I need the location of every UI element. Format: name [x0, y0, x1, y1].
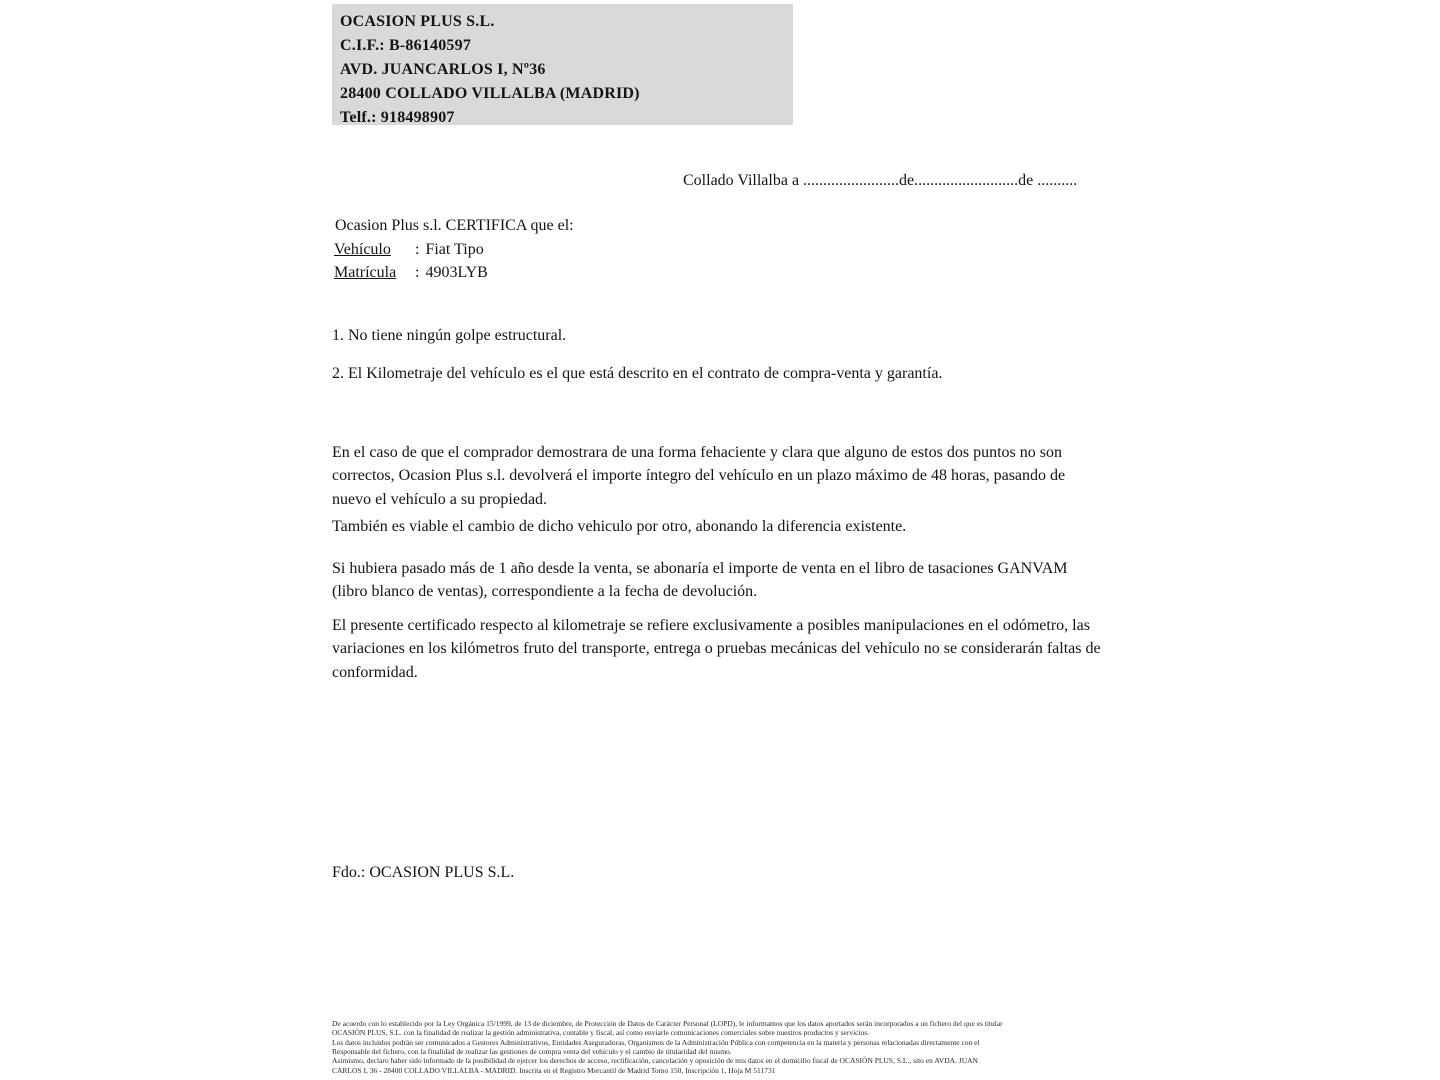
vehicle-label: Vehículo: [334, 241, 391, 258]
company-address: AVD. JUANCARLOS I, Nº36: [340, 61, 546, 78]
company-city: 28400 COLLADO VILLALBA (MADRID): [340, 85, 640, 102]
company-header-box: [332, 4, 793, 125]
plate-field: [334, 264, 488, 282]
company-cif: C.I.F.: B-86140597: [340, 37, 472, 54]
vehicle-label-wrap: [334, 241, 415, 259]
plate-label-wrap: [334, 264, 415, 282]
plate-colon: :: [415, 264, 420, 281]
clause-1: 1. No tiene ningún golpe estructural.: [332, 327, 567, 344]
legal-line: De acuerdo con lo establecido por la Ley Orgánica 15/1999, de 13 de diciembre, de Protección de Datos de Carácter Personal (LOPD), le informamos que los datos aportados serán incorporados a un fichero del que es titular: [332, 1019, 1003, 1028]
paragraph-refund: En el caso de que el comprador demostrara de una forma fehaciente y clara que alguno de estos dos puntos no son correctos, Ocasion Plus s.l. devolverá el importe íntegro del vehículo en un plazo máximo de 48 horas, pasando de nuevo el vehículo a su propiedad.: [332, 444, 1066, 508]
certify-intro: Ocasion Plus s.l. CERTIFICA que el:: [335, 217, 574, 234]
legal-line: Responsable del fichero, con la finalidad de realizar las gestiones de compra venta del vehículo y el cambio de titularidad del mismo.: [332, 1047, 732, 1057]
signature-line: Fdo.: OCASION PLUS S.L.: [332, 864, 515, 881]
paragraph-exchange: También es viable el cambio de dicho vehiculo por otro, abonando la diferencia existente.: [332, 518, 907, 535]
company-phone: Telf.: 918498907: [340, 109, 455, 126]
plate-value: 4903LYB: [425, 264, 488, 281]
legal-line: Asimismo, declaro haber sido informado de la posibilidad de ejercer los derechos de acceso, rectificación, cancelación y oposición de mis datos en el domicilio fiscal de OCASIÓN PLUS, S.L., sito en AVDA. JUAN: [332, 1056, 978, 1066]
vehicle-value: Fiat Tipo: [425, 241, 484, 258]
paragraph-odometer: El presente certificado respecto al kilometraje se refiere exclusivamente a posibles manipulaciones en el odómetro, las variaciones en los kilómetros fruto del transporte, entrega o pruebas mecánicas del vehículo no se considerarán faltas de conformidad.: [332, 617, 1101, 681]
legal-fine-print: [332, 1019, 1122, 1075]
legal-line: Los datos incluidos podrán ser comunicados a Gestores Administrativos, Entidades Aseguradoras, Organismos de la Administración Pública con competencia en la materia y personas relacionadas directamente con el: [332, 1037, 980, 1047]
vehicle-field: [334, 241, 484, 259]
plate-label: Matrícula: [334, 264, 397, 281]
legal-line: OCASIÓN PLUS, S.L. con la finalidad de realizar la gestión administrativa, contable y fiscal, así como enviarle comunicaciones comerciales sobre nuestros productos y servicios.: [332, 1028, 870, 1038]
company-name: OCASION PLUS S.L.: [340, 13, 495, 30]
vehicle-colon: :: [415, 241, 420, 258]
paragraph-ganvam: Si hubiera pasado más de 1 año desde la venta, se abonaría el importe de venta en el libro de tasaciones GANVAM (libro blanco de ventas), correspondiente a la fecha de devolución.: [332, 560, 1068, 601]
clause-2: 2. El Kilometraje del vehículo es el que está descrito en el contrato de compra-venta y garantía.: [332, 365, 943, 382]
legal-line: CARLOS I, 36 - 28400 COLLADO VILLALBA - MADRID. Inscrita en el Registro Mercantil de Madrid Tomo 150, Inscripción 1, Hoja M 511731: [332, 1065, 776, 1075]
date-line: Collado Villalba a ........................de..........................de ..........: [683, 172, 1078, 189]
